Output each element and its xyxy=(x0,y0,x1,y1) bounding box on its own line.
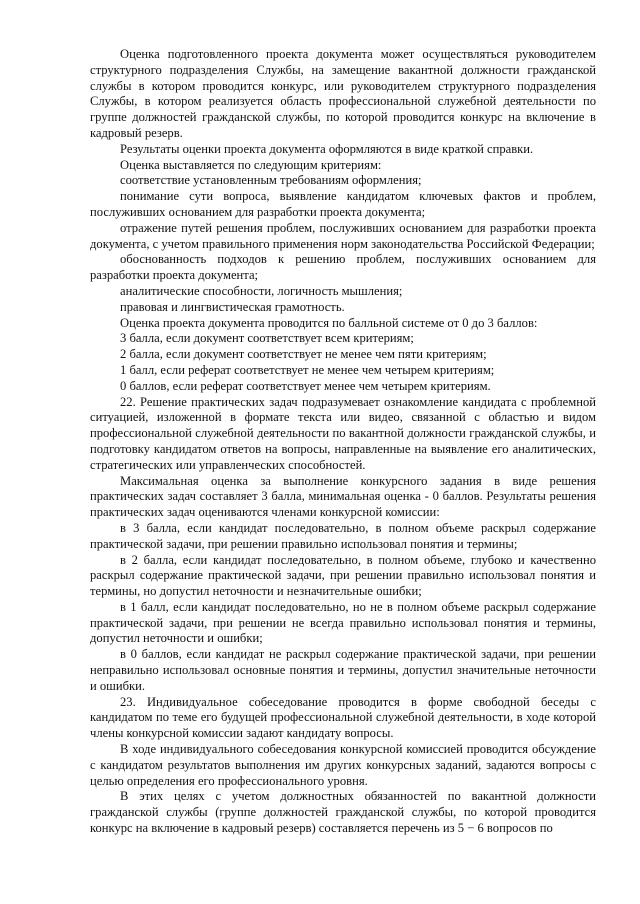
paragraph: 1 балл, если реферат соответствует не менее чем четырем критериям; xyxy=(120,362,495,377)
paragraph: обоснованность подходов к решению проблем, послуживших основанием для разработки проекта документа; xyxy=(90,252,596,283)
paragraph: В этих целях с учетом должностных обязанностей по вакантной должности гражданской службы (группе должностей гражданской службы, по которой проводится конкурс на включение в кадровый резерв) составляется перечень из 5 − 6 вопросов по xyxy=(90,789,596,836)
paragraph: 3 балла, если документ соответствует всем критериям; xyxy=(120,331,414,346)
paragraph: соответствие установленным требованиям оформления; xyxy=(120,173,422,188)
paragraph: Оценка выставляется по следующим критериям: xyxy=(120,157,382,172)
paragraph: В ходе индивидуального собеседования конкурсной комиссией проводится обсуждение с кандидатом результатов выполнения им других конкурсных заданий, задаются вопросы с целью определения его профессионального уровня. xyxy=(90,742,596,788)
paragraph: понимание сути вопроса, выявление кандидатом ключевых фактов и проблем, послуживших основанием для разработки проекта документа; xyxy=(90,189,596,219)
paragraph: правовая и лингвистическая грамотность. xyxy=(120,299,345,314)
paragraph: Оценка подготовленного проекта документа может осуществляться руководителем структурного подразделения Службы, на замещение вакантной должности гражданской службы в котором проводится конкурс, или руководителем структурного подразделения Службы, в котором реализуется область профессиональной служебной деятельности по группе должностей гражданской службы, по которой проводится конкурс на включение в кадровый резерв. xyxy=(90,47,596,140)
paragraph: в 1 балл, если кандидат последовательно, но не в полном объеме раскрыл содержание практической задачи, при решении не всегда правильно использовал понятия и термины, допустил неточности и ошибки; xyxy=(90,599,596,646)
document-page xyxy=(90,47,596,837)
paragraph: 2 балла, если документ соответствует не менее чем пяти критериям; xyxy=(120,347,487,362)
paragraph: Максимальная оценка за выполнение конкурсного задания в виде решения практических задач составляет 3 балла, минимальная оценка - 0 баллов. Результаты решения практических задач оцениваются членами конкурсной комиссии: xyxy=(90,473,596,520)
paragraph: Результаты оценки проекта документа оформляются в виде краткой справки. xyxy=(120,141,534,156)
paragraph: в 2 балла, если кандидат последовательно, в полном объеме, глубоко и качественно раскрыл содержание практической задачи, при решении правильно использовал понятия и термины, но допустил неточности и незначительные ошибки; xyxy=(90,552,596,599)
paragraph: в 0 баллов, если кандидат не раскрыл содержание практической задачи, при решении неправильно использовал основные понятия и термины, допустил значительные неточности и ошибки. xyxy=(90,647,596,693)
paragraph: 23. Индивидуальное собеседование проводится в форме свободной беседы с кандидатом по теме его будущей профессиональной служебной деятельности, в ходе которой члены конкурсной комиссии задают кандидату вопросы. xyxy=(90,694,596,741)
paragraph: Оценка проекта документа проводится по балльной системе от 0 до 3 баллов: xyxy=(120,315,538,330)
paragraph: 0 баллов, если реферат соответствует менее чем четырем критериям. xyxy=(120,378,491,393)
paragraph: аналитические способности, логичность мышления; xyxy=(120,283,403,298)
paragraph: 22. Решение практических задач подразумевает ознакомление кандидата с проблемной ситуацией, изложенной в формате текста или видео, связанной с областью и видом профессиональной служебной деятельности по вакантной должности гражданской службы, и подготовку кандидатом ответов на вопросы, направленные на выявление его аналитических, стратегических или управленческих способностей. xyxy=(90,394,596,472)
paragraph: в 3 балла, если кандидат последовательно, в полном объеме раскрыл содержание практической задачи, при решении правильно использовал понятия и термины; xyxy=(90,520,596,551)
paragraph: отражение путей решения проблем, послуживших основанием для разработки проекта документа, с учетом правильного применения норм законодательства Российской Федерации; xyxy=(90,220,596,251)
